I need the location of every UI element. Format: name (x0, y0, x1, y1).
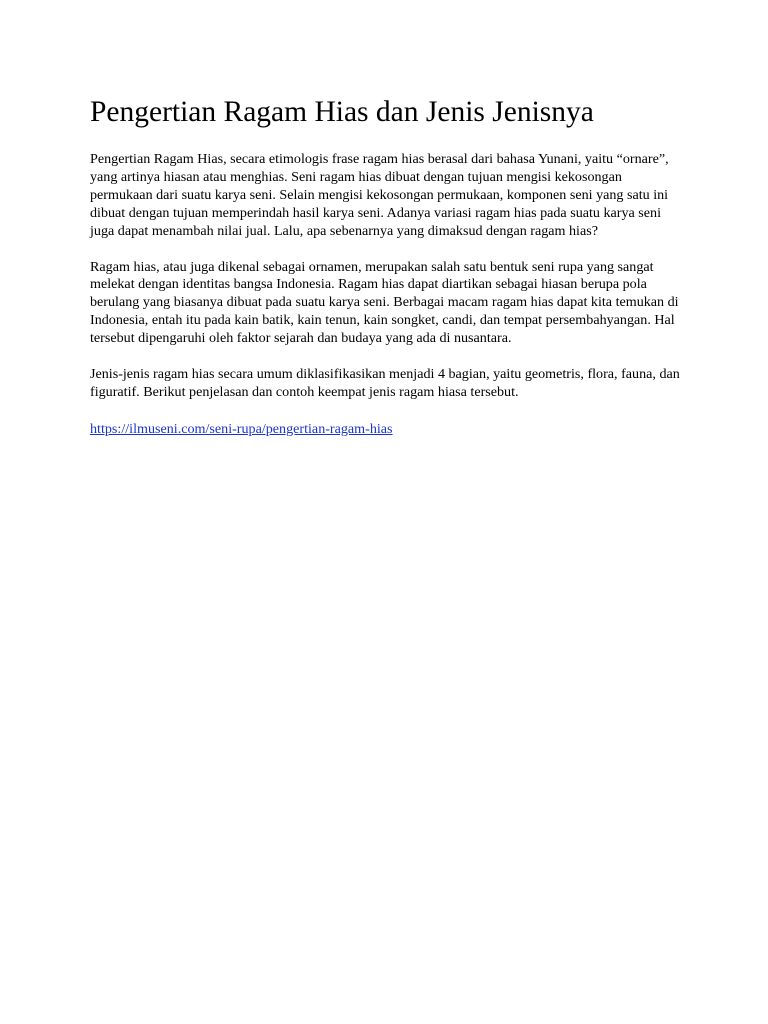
paragraph-spacer (90, 241, 682, 259)
paragraph-spacer (90, 402, 682, 420)
document-title: Pengertian Ragam Hias dan Jenis Jenisnya (90, 96, 594, 128)
paragraph-types: Jenis-jenis ragam hias secara umum diklasifikasikan menjadi 4 bagian, yaitu geometris, flora, fauna, dan figuratif. Berikut penjelasan dan contoh keempat jenis ragam hiasa tersebut. (90, 366, 680, 400)
paragraph-ornament: Ragam hias, atau juga dikenal sebagai ornamen, merupakan salah satu bentuk seni rupa yang sangat melekat dengan identitas bangsa Indonesia. Ragam hias dapat diartikan sebagai hiasan berupa pola berulang yang biasanya dibuat pada suatu karya seni. Berbagai macam ragam hias dapat kita temukan di Indonesia, entah itu pada kain batik, kain tenun, kain songket, candi, dan tempat persembahyangan. Hal tersebut dipengaruhi oleh faktor sejarah dan budaya yang ada di nusantara. (90, 258, 679, 347)
paragraph-spacer (90, 348, 682, 366)
paragraph-definition: Pengertian Ragam Hias, secara etimologis frase ragam hias berasal dari bahasa Yunani, yaitu “ornare”, yang artinya hiasan atau menghias. Seni ragam hias dibuat dengan tujuan mengisi kekosongan permukaan dari suatu karya seni. Selain mengisi kekosongan permukaan, komponen seni yang satu ini dibuat dengan tujuan memperindah hasil karya seni. Adanya variasi ragam hias pada suatu karya seni juga dapat menambah nilai jual. Lalu, apa sebenarnya yang dimaksud dengan ragam hias? (90, 151, 669, 239)
document-page (90, 92, 682, 439)
source-link[interactable]: https://ilmuseni.com/seni-rupa/pengertian-ragam-hias (90, 420, 393, 437)
